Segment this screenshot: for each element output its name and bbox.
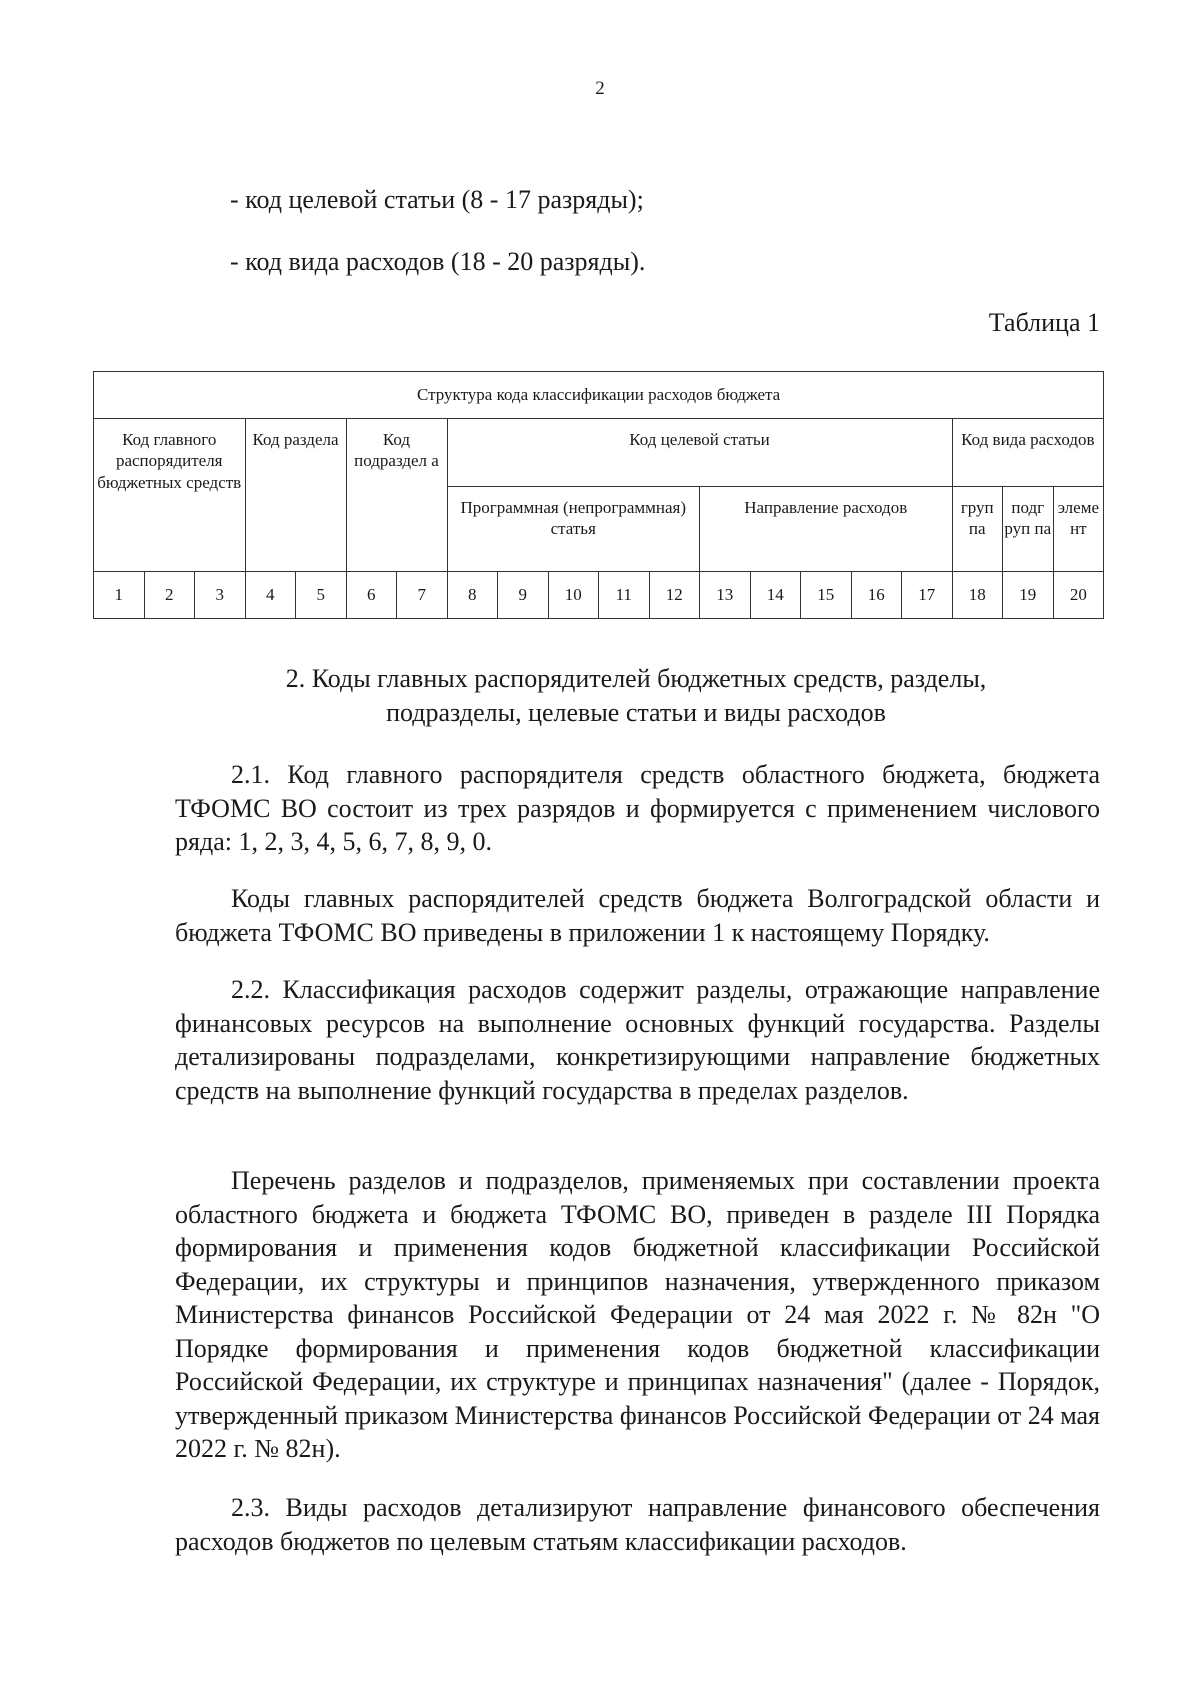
- digit-cell: 9: [498, 572, 549, 619]
- digit-cell: 5: [296, 572, 347, 619]
- section-heading: [170, 662, 1102, 730]
- digit-cell: 6: [346, 572, 397, 619]
- digit-cell: 14: [750, 572, 801, 619]
- digit-cell: 3: [195, 572, 246, 619]
- paragraph-2-3: 2.3. Виды расходов детализируют направление финансового обеспечения расходов бюджетов по целевым статьям классификации расходов.: [175, 1493, 1100, 1556]
- table-digit-row: [94, 572, 1104, 619]
- header-expense-type: Код вида расходов: [952, 419, 1104, 487]
- digit-cell: 12: [649, 572, 700, 619]
- digit-cell: 20: [1053, 572, 1104, 619]
- digit-cell: 7: [397, 572, 448, 619]
- bullet-target-article-code: - код целевой статьи (8 - 17 разряды);: [230, 185, 644, 214]
- section-heading-line: 2. Коды главных распорядителей бюджетных средств, разделы,: [285, 664, 987, 693]
- paragraph-2-2: 2.2. Классификация расходов содержит разделы, отражающие направление финансовых ресурсов на выполнение основных функций государства. Разделы детализированы подразделами, конкретизирующими направление бюджетных средств на выполнение функций государства в пределах разделов.: [175, 975, 1100, 1105]
- table-title: Структура кода классификации расходов бюджета: [94, 372, 1104, 419]
- paragraph-gr-codes: Коды главных распорядителей средств бюджета Волгоградской области и бюджета ТФОМС ВО приведены в приложении 1 к настоящему Порядку.: [175, 884, 1100, 947]
- digit-cell: 1: [94, 572, 145, 619]
- table-title-row: [94, 372, 1104, 419]
- digit-cell: 11: [599, 572, 650, 619]
- header-target-article: Код целевой статьи: [447, 419, 952, 487]
- header-gr-distributor: Код главного распорядителя бюджетных средств: [94, 419, 246, 572]
- digit-cell: 15: [801, 572, 852, 619]
- digit-cell: 18: [952, 572, 1003, 619]
- header-program-article: Программная (непрограммная) статья: [447, 487, 700, 572]
- code-structure-table: [93, 371, 1104, 619]
- header-section: Код раздела: [245, 419, 346, 572]
- header-group: груп па: [952, 487, 1003, 572]
- digit-cell: 17: [902, 572, 953, 619]
- section-heading-line: подразделы, целевые статьи и виды расходов: [386, 698, 886, 727]
- bullet-expense-type-code: - код вида расходов (18 - 20 разряды).: [230, 247, 646, 276]
- paragraph-sections-list: Перечень разделов и подразделов, применяемых при составлении проекта областного бюджета и бюджета ТФОМС ВО, приведен в разделе III Порядка формирования и применения кодов бюджетной классификации Российской Федерации, их структуры и принципов назначения, утвержденного приказом Министерства финансов Российской Федерации от 24 мая 2022 г. № 82н "О Порядке формирования и применения кодов бюджетной классификации Российской Федерации, их структуре и принципах назначения" (далее - Порядок, утвержденный приказом Министерства финансов Российской Федерации от 24 мая 2022 г. № 82н).: [175, 1166, 1100, 1463]
- digit-cell: 8: [447, 572, 498, 619]
- page-number: 2: [595, 78, 605, 99]
- digit-cell: 10: [548, 572, 599, 619]
- header-subgroup: подг руп па: [1003, 487, 1054, 572]
- digit-cell: 4: [245, 572, 296, 619]
- digit-cell: 19: [1003, 572, 1054, 619]
- digit-cell: 16: [851, 572, 902, 619]
- header-subsection: Код подраздел а: [346, 419, 447, 572]
- header-element: элеме нт: [1053, 487, 1104, 572]
- paragraph-2-1: 2.1. Код главного распорядителя средств областного бюджета, бюджета ТФОМС ВО состоит из трех разрядов и формируется с применением числового ряда: 1, 2, 3, 4, 5, 6, 7, 8, 9, 0.: [175, 760, 1100, 856]
- table-group-row: [94, 419, 1104, 487]
- digit-cell: 2: [144, 572, 195, 619]
- digit-cell: 13: [700, 572, 751, 619]
- table-caption: Таблица 1: [988, 308, 1100, 337]
- header-expense-direction: Направление расходов: [700, 487, 953, 572]
